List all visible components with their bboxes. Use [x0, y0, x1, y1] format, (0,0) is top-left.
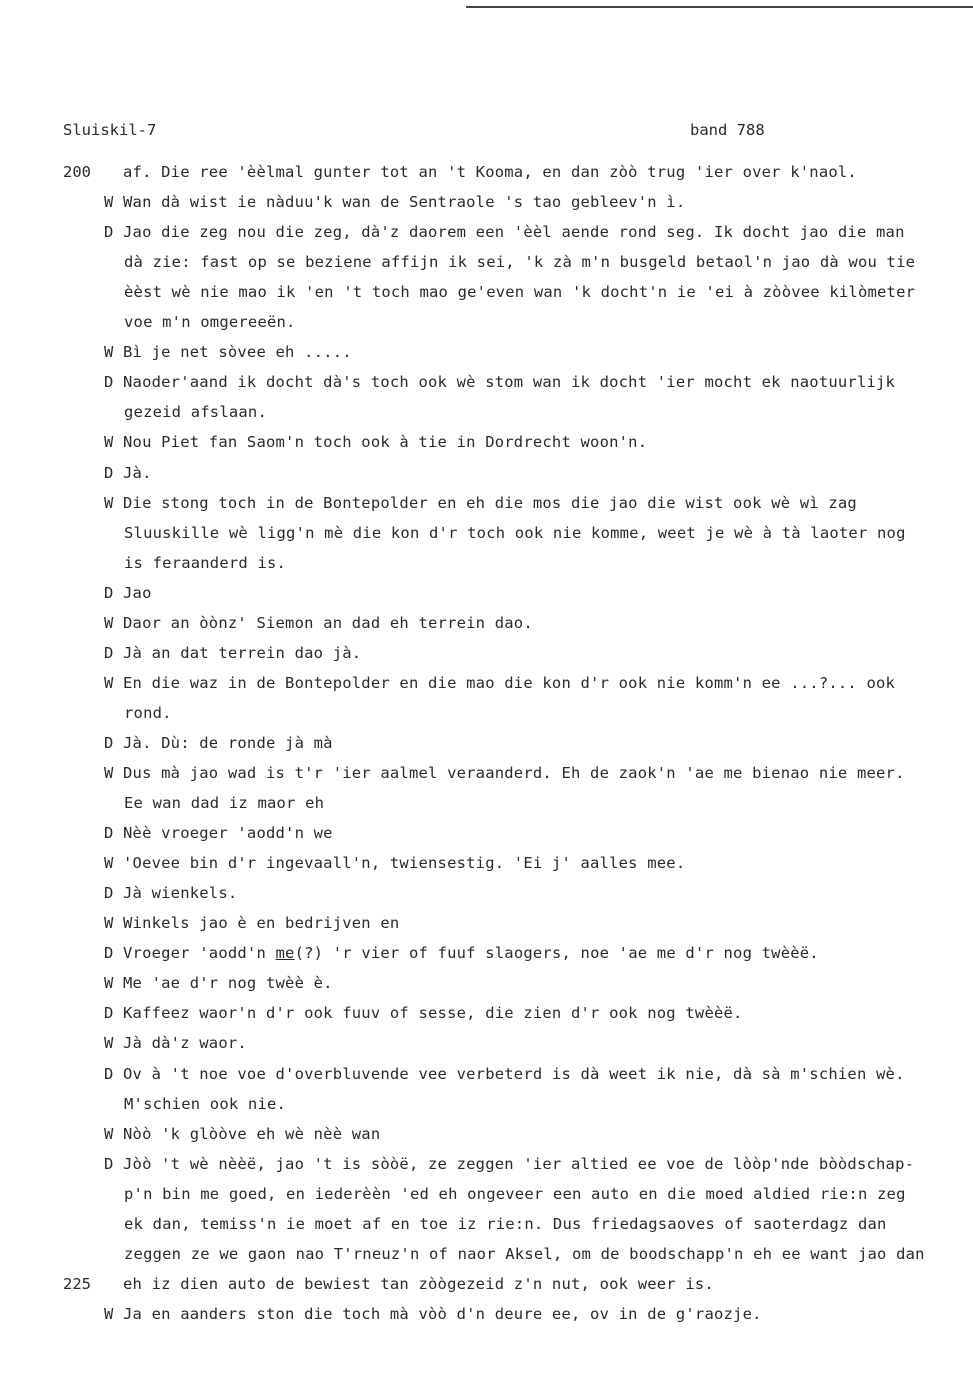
speaker-label: W	[104, 764, 114, 782]
document-title: Sluiskil-7	[63, 121, 157, 139]
transcript-line: p'n bin me goed, en iederèèn 'ed eh ongeveer een auto en die moed aldied rie:n zeg	[124, 1185, 906, 1203]
transcript-line: En die waz in de Bontepolder en die mao die kon d'r ook nie komm'n ee ...?... ook	[123, 674, 896, 692]
transcript-line: Ee wan dad iz maor eh	[124, 794, 325, 812]
speaker-label: D	[104, 1155, 114, 1173]
transcript-line: Bì je net sòvee eh .....	[123, 343, 352, 361]
transcript-line: Jà.	[123, 464, 152, 482]
transcript-line: Jao	[123, 584, 152, 602]
transcript-line: Vroeger 'aodd'n me(?) 'r vier of fuuf slaogers, noe 'ae me d'r nog twèèë.	[123, 944, 819, 962]
speaker-label: D	[104, 824, 114, 842]
transcript-line: 'Oevee bin d'r ingevaall'n, twiensestig. 'Ei j' aalles mee.	[123, 854, 686, 872]
transcript-line: èèst wè nie mao ik 'en 't toch mao ge'even wan 'k docht'n ie 'ei à zòòvee kilòmeter	[124, 283, 916, 301]
transcript-line: eh iz dien auto de bewiest tan zòògezeid z'n nut, ook weer is.	[123, 1275, 714, 1293]
transcript-line: Kaffeez waor'n d'r ook fuuv of sesse, die zien d'r ook nog twèèë.	[123, 1004, 743, 1022]
speaker-label: D	[104, 734, 114, 752]
speaker-label: W	[104, 494, 114, 512]
speaker-label: D	[104, 584, 114, 602]
speaker-label: W	[104, 854, 114, 872]
underlined-word: me	[275, 944, 295, 962]
speaker-label: W	[104, 1034, 114, 1052]
speaker-label: D	[104, 884, 114, 902]
transcript-line: Jòò 't wè nèèë, jao 't is sòòë, ze zeggen 'ier altied ee voe de lòòp'nde bòòdschap-	[123, 1155, 915, 1173]
speaker-label: W	[104, 1125, 114, 1143]
speaker-label: W	[104, 614, 114, 632]
speaker-label: D	[104, 223, 114, 241]
transcript-line: af. Die ree 'èèlmal gunter tot an 't Kooma, en dan zòò trug 'ier over k'naol.	[123, 163, 857, 181]
speaker-label: W	[104, 193, 114, 211]
transcript-line: is feraanderd is.	[124, 554, 287, 572]
transcript-line: Nòò 'k glòòve eh wè nèè wan	[123, 1125, 381, 1143]
speaker-label: D	[104, 944, 114, 962]
transcript-line: Jao die zeg nou die zeg, dà'z daorem een 'èèl aende rond seg. Ik docht jao die man	[123, 223, 905, 241]
transcript-line: voe m'n omgereeën.	[124, 313, 296, 331]
transcript-line: gezeid afslaan.	[124, 403, 267, 421]
transcript-line: Wan dà wist ie nàduu'k wan de Sentraole 's tao gebleev'n ì.	[123, 193, 686, 211]
speaker-label: W	[104, 674, 114, 692]
transcript-line: rond.	[124, 704, 172, 722]
transcript-line: Jà an dat terrein dao jà.	[123, 644, 362, 662]
transcript-line: Ov à 't noe voe d'overbluvende vee verbeterd is dà weet ik nie, dà sà m'schien wè.	[123, 1065, 905, 1083]
transcript-line: dà zie: fast op se beziene affijn ik sei, 'k zà m'n busgeld betaol'n jao dà wou tie	[124, 253, 916, 271]
speaker-label: D	[104, 373, 114, 391]
line-number: 225	[63, 1275, 91, 1293]
transcript-line: Dus mà jao wad is t'r 'ier aalmel veraanderd. Eh de zaok'n 'ae me bienao nie meer.	[123, 764, 905, 782]
transcript-line: Jà dà'z waor.	[123, 1034, 247, 1052]
transcript-line: Jà. Dù: de ronde jà mà	[123, 734, 333, 752]
speaker-label: D	[104, 1065, 114, 1083]
transcript-line: Naoder'aand ik docht dà's toch ook wè stom wan ik docht 'ier mocht ek naotuurlijk	[123, 373, 896, 391]
transcript-line: Jà wienkels.	[123, 884, 238, 902]
band-number: band 788	[690, 121, 765, 139]
transcript-line: ek dan, temiss'n ie moet af en toe iz rie:n. Dus friedagsaoves of saoterdagz dan	[124, 1215, 887, 1233]
transcript-line: Nèè vroeger 'aodd'n we	[123, 824, 333, 842]
transcript-line: M'schien ook nie.	[124, 1095, 287, 1113]
speaker-label: W	[104, 433, 114, 451]
transcript-line: Sluuskille wè ligg'n mè die kon d'r toch ook nie komme, weet je wè à tà laoter nog	[124, 524, 906, 542]
transcript-line: Ja en aanders ston die toch mà vòò d'n deure ee, ov in de g'raozje.	[123, 1305, 762, 1323]
transcript-line: Daor an òònz' Siemon an dad eh terrein dao.	[123, 614, 533, 632]
transcript-line: Nou Piet fan Saom'n toch ook à tie in Dordrecht woon'n.	[123, 433, 648, 451]
transcript-line: zeggen ze we gaon nao T'rneuz'n of naor Aksel, om de boodschapp'n eh ee want jao dan	[124, 1245, 925, 1263]
speaker-label: D	[104, 1004, 114, 1022]
transcript-line: Me 'ae d'r nog twèè è.	[123, 974, 333, 992]
transcript-line: Winkels jao è en bedrijven en	[123, 914, 400, 932]
line-number: 200	[63, 163, 91, 181]
speaker-label: W	[104, 914, 114, 932]
speaker-label: D	[104, 464, 114, 482]
speaker-label: W	[104, 343, 114, 361]
speaker-label: D	[104, 644, 114, 662]
speaker-label: W	[104, 1305, 114, 1323]
speaker-label: W	[104, 974, 114, 992]
transcript-line: Die stong toch in de Bontepolder en eh die mos die jao die wist ook wè wì zag	[123, 494, 857, 512]
